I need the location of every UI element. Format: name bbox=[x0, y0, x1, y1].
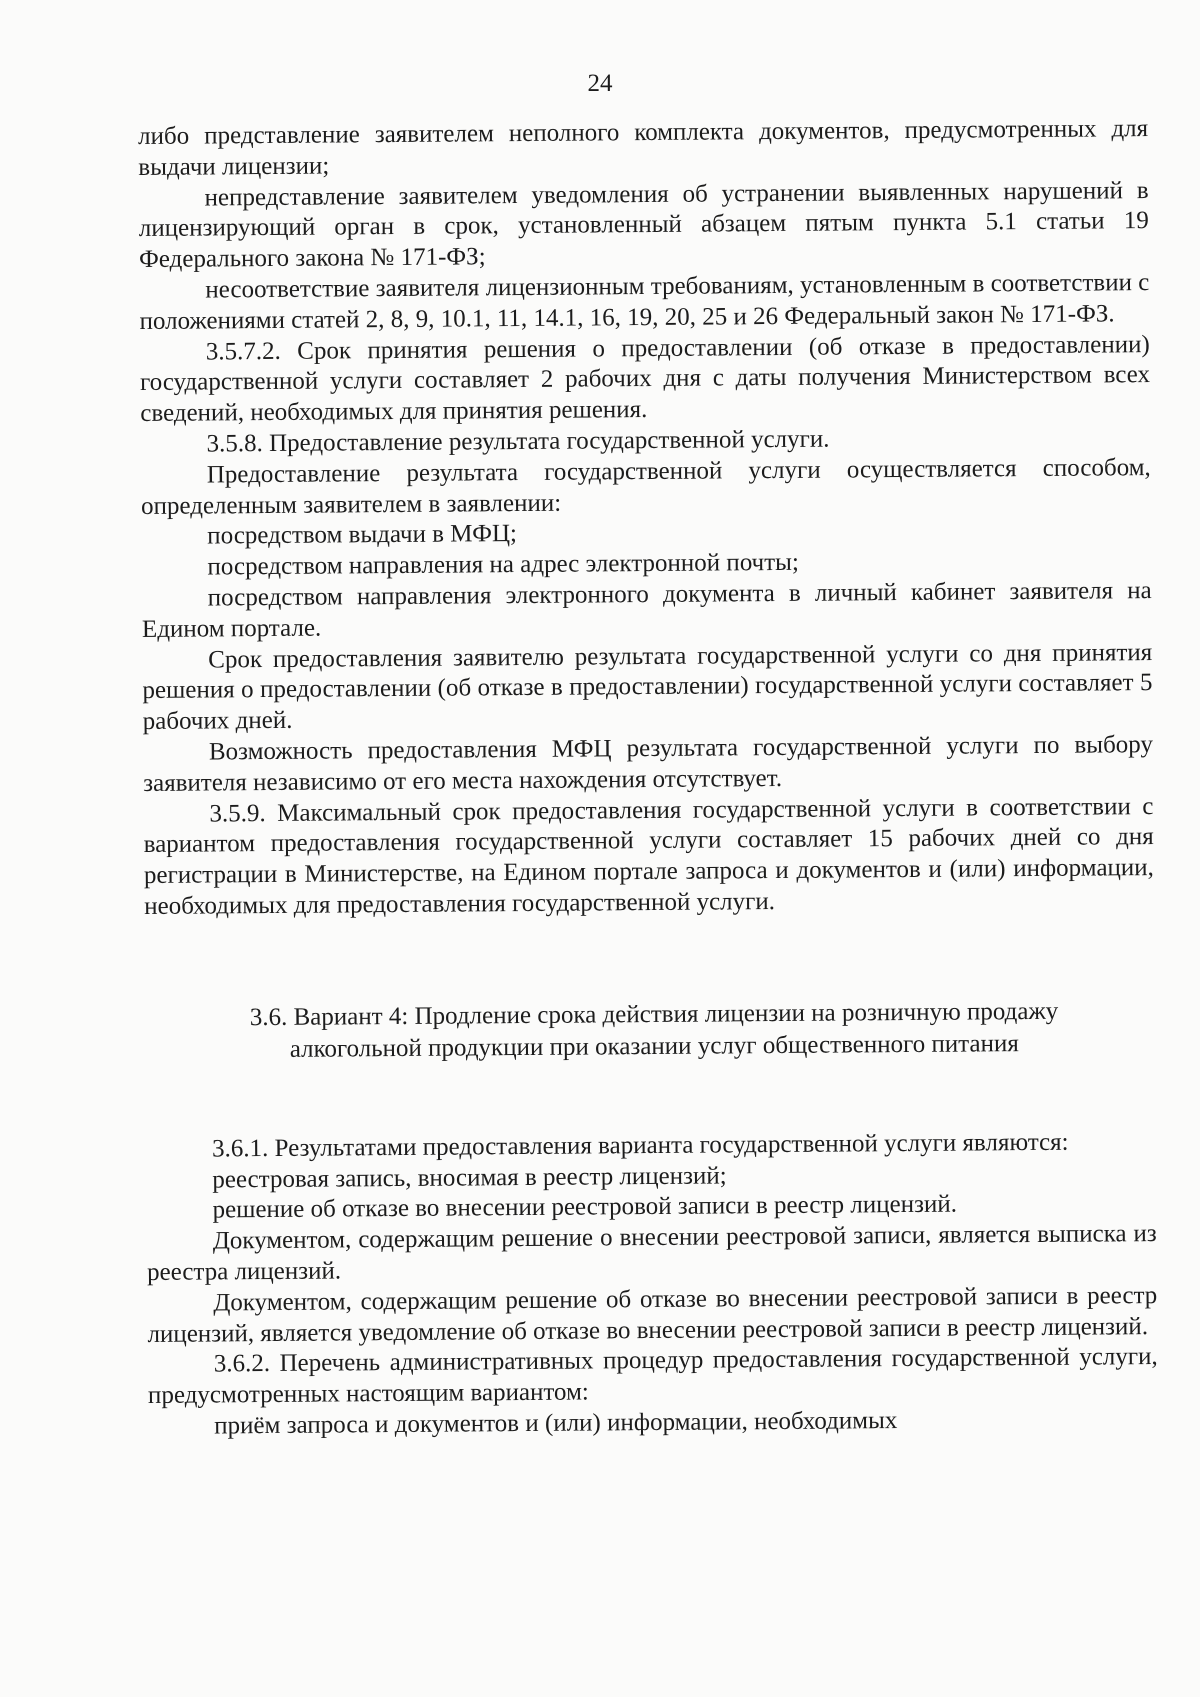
section-heading bbox=[183, 995, 1125, 1066]
paragraph: Срок предоставления заявителю результата государственной услуги со дня принятия решения о предоставлении (об отказе в предоставлении) государственной услуги составляет 5 рабочих дней. bbox=[142, 638, 1153, 736]
section-heading-line-2: алкогольной продукции при оказании услуг общественного питания bbox=[289, 1029, 1019, 1063]
paragraphs-after-heading bbox=[146, 1127, 1158, 1443]
paragraph: 3.5.8. Предоставление результата государственной услуги. bbox=[206, 425, 830, 458]
paragraph: реестровая запись, вносимая в реестр лицензий; bbox=[212, 1161, 727, 1193]
paragraph: Документом, содержащим решение о внесении реестровой записи, является выписка из реестра лицензий. bbox=[146, 1220, 1157, 1286]
paragraph: Возможность предоставления МФЦ результата государственной услуги по выбору заявителя независимо от его места нахождения отсутствует. bbox=[143, 730, 1154, 797]
paragraph: Предоставление результата государственной услуги осуществляется способом, определенным заявителем в заявлении: bbox=[140, 453, 1151, 520]
paragraph: посредством направления электронного документа в личный кабинет заявителя на Едином портале. bbox=[141, 577, 1152, 643]
paragraph: несоответствие заявителя лицензионным требованиям, установленным в соответствии с положениями статей 2, 8, 9, 10.1, 11, 14.1, 16, 19, 20, 25 и 26 Федеральный закон № 171-ФЗ. bbox=[139, 269, 1150, 335]
paragraphs-before-heading bbox=[138, 114, 1154, 923]
paragraph: решение об отказе во внесении реестровой записи в реестр лицензий. bbox=[212, 1190, 958, 1224]
paragraph: 3.5.9. Максимальный срок предоставления государственной услуги в соответствии с вариантом предоставления государственной услуги составляет 15 рабочих дней со дня регистрации в Министерстве, на Едином портале запроса и документов и (или) информации, необходимых для предоставления государственной услуги. bbox=[143, 792, 1154, 920]
document-body bbox=[138, 114, 1158, 1443]
paragraph: непредставление заявителем уведомления об устранении выявленных нарушений в лицензирующий орган в срок, установленный абзацем пятым пункта 5.1 статьи 19 Федерального закона № 171-ФЗ; bbox=[138, 176, 1149, 274]
paragraph: 3.6.1. Результатами предоставления варианта государственной услуги являются: bbox=[211, 1128, 1069, 1163]
section-heading-line-1: 3.6. Вариант 4: Продление срока действия лицензии на розничную продажу bbox=[249, 997, 1059, 1031]
paragraph: посредством выдачи в МФЦ; bbox=[207, 520, 518, 550]
paragraph: приём запроса и документов и (или) информации, необходимых bbox=[214, 1406, 898, 1440]
paragraph: 3.6.2. Перечень административных процедур предоставления государственной услуги, предусмотренных настоящим вариантом: bbox=[147, 1343, 1158, 1410]
paragraph: 3.5.7.2. Срок принятия решения о предоставлении (об отказе в предоставлении) государственной услуги составляет 2 рабочих дня с даты получения Министерством всех сведений, необходимых для принятия решения. bbox=[139, 330, 1151, 428]
paragraph: либо представление заявителем неполного комплекта документов, предусмотренных для выдачи лицензии; bbox=[138, 115, 1149, 181]
paragraph: посредством направления на адрес электронной почты; bbox=[207, 548, 799, 581]
paragraph: Документом, содержащим решение об отказе во внесении реестровой записи в реестр лицензий, является уведомление об отказе во внесении реестровой записи в реестр лицензий. bbox=[147, 1281, 1158, 1348]
page-number: 24 bbox=[587, 70, 613, 97]
